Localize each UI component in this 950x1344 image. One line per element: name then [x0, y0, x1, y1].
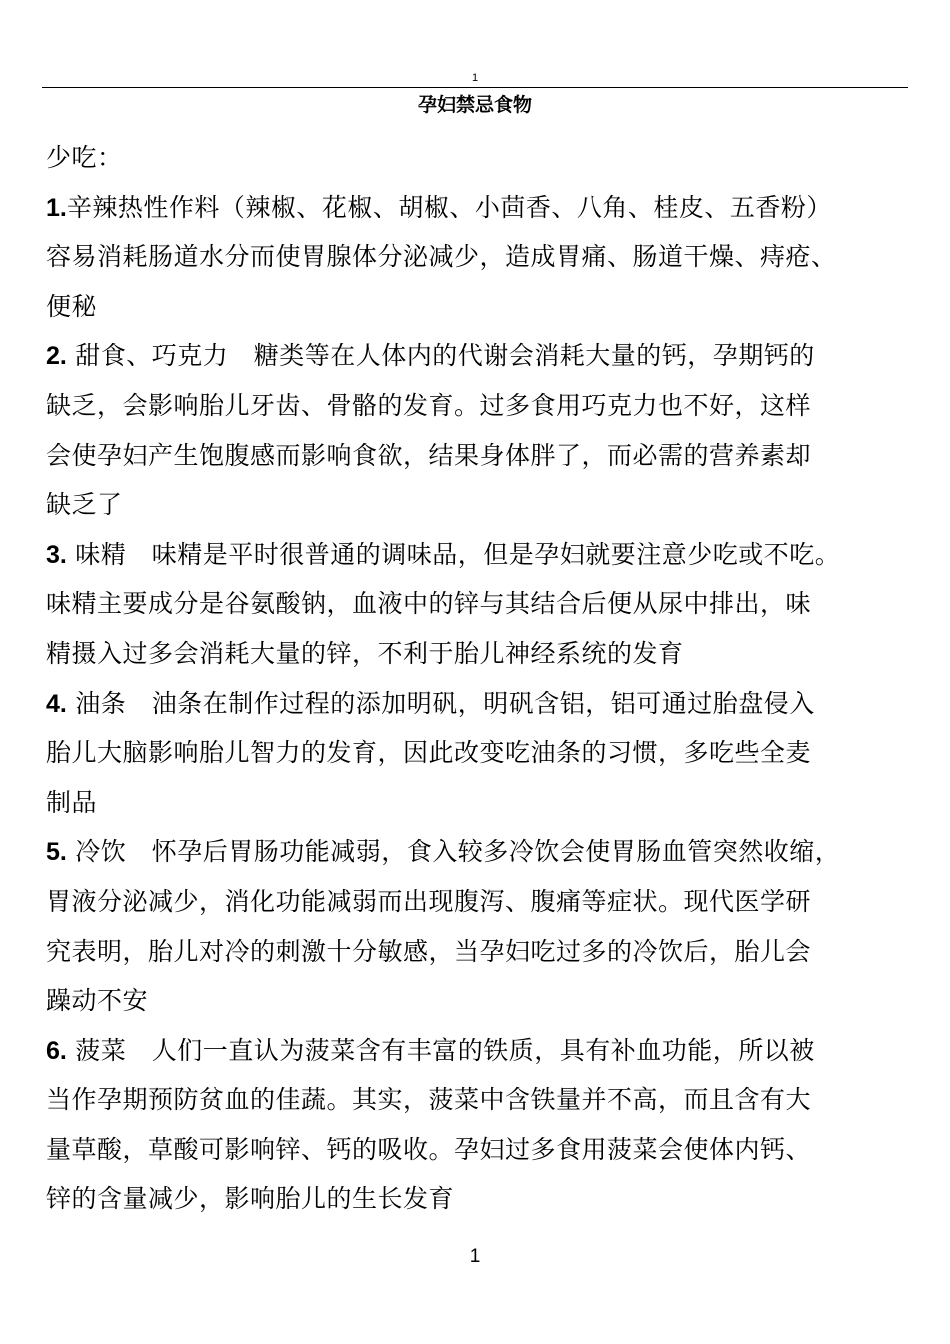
item-6-line-3: 量草酸，草酸可影响锌、钙的吸收。孕妇过多食用菠菜会使体内钙、 [46, 1134, 812, 1164]
item-6-line-1 [46, 1026, 916, 1076]
item-4-line-2: 胎儿大脑影响胎儿智力的发育，因此改变吃油条的习惯，多吃些全麦 [46, 738, 812, 768]
item-4-text: 油条 油条在制作过程的添加明矾，明矾含铝，铝可通过胎盘侵入 [66, 688, 815, 718]
item-2-text: 甜食、巧克力 糖类等在人体内的代谢会消耗大量的钙，孕期钙的 [66, 341, 815, 371]
footer-page-number: 1 [469, 1246, 481, 1267]
item-6-text: 菠菜 人们一直认为菠菜含有丰富的铁质，具有补血功能，所以被 [66, 1035, 815, 1065]
item-3-line-1 [46, 530, 916, 580]
item-5-line-4: 躁动不安 [46, 986, 149, 1016]
item-5-line-3: 究表明，胎儿对冷的刺激十分敏感，当孕妇吃过多的冷饮后，胎儿会 [46, 936, 812, 966]
item-1-line-2: 容易消耗肠道水分而使胃腺体分泌减少，造成胃痛、肠道干燥、痔疮、 [46, 242, 837, 272]
item-4-line-3: 制品 [46, 787, 98, 817]
item-5-line-1 [46, 827, 916, 877]
item-1-line-1 [46, 183, 916, 233]
item-4-line-1 [46, 679, 916, 729]
item-2-line-3: 会使孕妇产生饱腹感而影响食欲，结果身体胖了，而必需的营养素却 [46, 440, 812, 470]
item-1-text: 辛辣热性作料（辣椒、花椒、胡椒、小茴香、八角、桂皮、五香粉） [66, 192, 832, 222]
intro-line: 少吃： [46, 143, 123, 172]
header-rule [42, 87, 908, 88]
item-5-line-2: 胃液分泌减少，消化功能减弱而出现腹泻、腹痛等症状。现代医学研 [46, 886, 812, 916]
item-6-line-2: 当作孕期预防贫血的佳蔬。其实，菠菜中含铁量并不高，而且含有大 [46, 1085, 812, 1115]
document-body [46, 133, 916, 1224]
item-1-line-3: 便秘 [46, 291, 98, 321]
item-1-number: 1. [46, 193, 67, 222]
item-3-line-3: 精摄入过多会消耗大量的锌，不利于胎儿神经系统的发育 [46, 638, 684, 668]
item-2-number: 2. [46, 342, 67, 371]
item-2-line-2: 缺乏，会影响胎儿牙齿、骨骼的发育。过多食用巧克力也不好，这样 [46, 390, 812, 420]
item-4-number: 4. [46, 689, 67, 718]
item-6-number: 6. [46, 1036, 67, 1065]
header-page-number: 1 [471, 72, 479, 84]
document-title: 孕妇禁忌食物 [417, 94, 532, 116]
item-2-line-4: 缺乏了 [46, 490, 123, 520]
item-3-text: 味精 味精是平时很普通的调味品，但是孕妇就要注意少吃或不吃。 [66, 539, 841, 569]
item-3-line-2: 味精主要成分是谷氨酸钠，血液中的锌与其结合后便从尿中排出，味 [46, 589, 812, 619]
item-6-line-4: 锌的含量减少，影响胎儿的生长发育 [46, 1184, 455, 1214]
item-2-line-1 [46, 331, 916, 381]
item-5-text: 冷饮 怀孕后胃肠功能减弱，食入较多冷饮会使胃肠血管突然收缩， [66, 837, 841, 867]
item-3-number: 3. [46, 540, 67, 569]
item-5-number: 5. [46, 838, 67, 867]
